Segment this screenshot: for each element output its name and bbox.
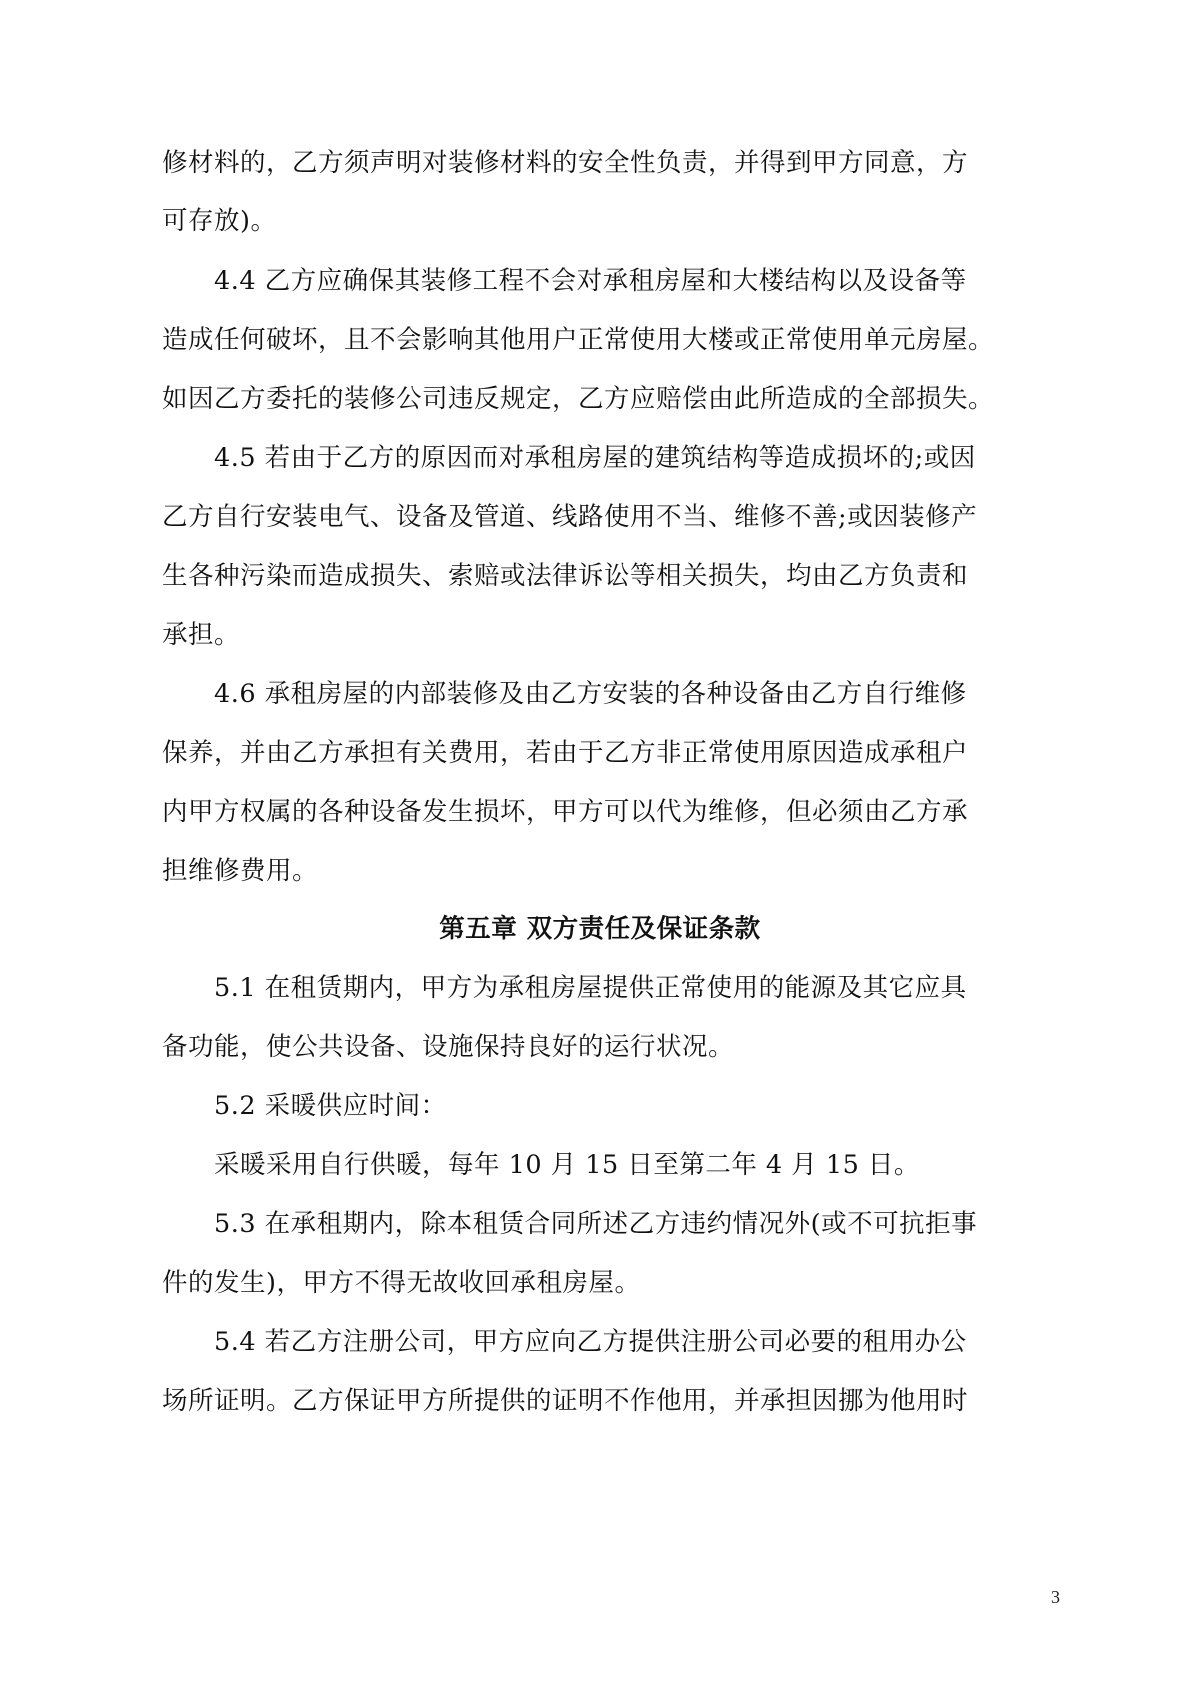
clause-4-5-line: 4.5 若由于乙方的原因而对承租房屋的建筑结构等造成损坏的;或因	[214, 443, 976, 473]
text-line: 场所证明。乙方保证甲方所提供的证明不作他用，并承担因挪为他用时	[162, 1386, 969, 1416]
text-line: 可存放)。	[162, 206, 277, 236]
clause-4-6-line: 4.6 承租房屋的内部装修及由乙方安装的各种设备由乙方自行维修	[214, 679, 967, 709]
text-line: 采暖采用自行供暖，每年 10 月 15 日至第二年 4 月 15 日。	[214, 1150, 920, 1180]
text-line: 乙方自行安装电气、设备及管道、线路使用不当、维修不善;或因装修产	[162, 502, 978, 532]
chapter-heading: 第五章 双方责任及保证条款	[439, 914, 761, 944]
clause-4-4-line: 4.4 乙方应确保其装修工程不会对承租房屋和大楼结构以及设备等	[214, 266, 967, 296]
text-line: 件的发生)，甲方不得无故收回承租房屋。	[162, 1268, 641, 1298]
clause-5-2-line: 5.2 采暖供应时间：	[214, 1091, 447, 1121]
text-line: 修材料的，乙方须声明对装修材料的安全性负责，并得到甲方同意，方	[162, 148, 969, 178]
clause-5-4-line: 5.4 若乙方注册公司，甲方应向乙方提供注册公司必要的租用办公	[214, 1327, 967, 1357]
page-number: 3	[1051, 1587, 1060, 1607]
text-line: 生各种污染而造成损失、索赔或法律诉讼等相关损失，均由乙方负责和	[162, 561, 969, 591]
text-line: 造成任何破坏，且不会影响其他用户正常使用大楼或正常使用单元房屋。	[162, 325, 995, 355]
text-line: 备功能，使公共设备、设施保持良好的运行状况。	[162, 1032, 735, 1062]
clause-5-3-line: 5.3 在承租期内，除本租赁合同所述乙方违约情况外(或不可抗拒事	[214, 1209, 978, 1239]
text-line: 担维修费用。	[162, 856, 319, 886]
text-line: 承担。	[162, 620, 241, 650]
clause-5-1-line: 5.1 在租赁期内，甲方为承租房屋提供正常使用的能源及其它应具	[214, 973, 967, 1003]
text-line: 如因乙方委托的装修公司违反规定，乙方应赔偿由此所造成的全部损失。	[162, 384, 995, 414]
text-line: 保养，并由乙方承担有关费用，若由于乙方非正常使用原因造成承租户	[162, 738, 969, 768]
text-line: 内甲方权属的各种设备发生损坏，甲方可以代为维修，但必须由乙方承	[162, 797, 969, 827]
